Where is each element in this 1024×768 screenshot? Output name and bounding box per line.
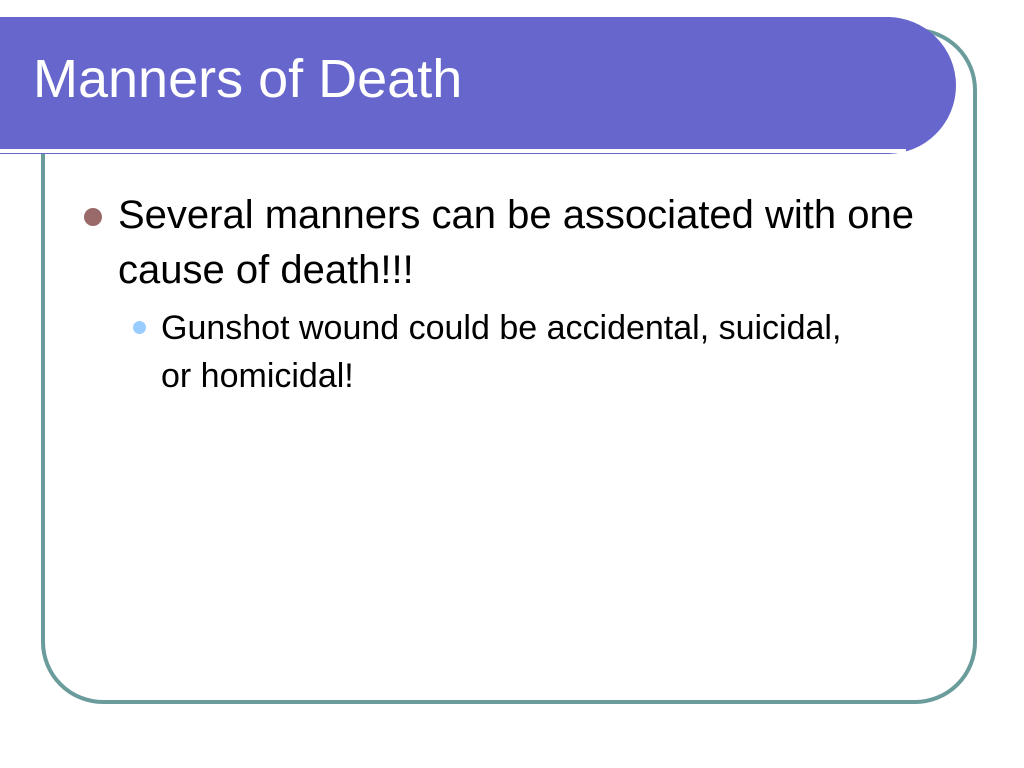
title-underline — [0, 149, 906, 153]
sub-bullet-item — [133, 304, 954, 400]
sub-bullet-list — [118, 304, 954, 400]
bullet-dot-icon — [84, 208, 102, 226]
bullet-list — [84, 188, 954, 400]
bullet-text: Several manners can be associated with one cause of death!!! — [118, 193, 915, 292]
sub-bullet-text: Gunshot wound could be accidental, suicidal, or homicidal! — [161, 309, 842, 395]
slide-title: Manners of Death — [33, 49, 463, 109]
bullet-item — [84, 188, 954, 400]
sub-bullet-dot-icon — [133, 321, 146, 334]
